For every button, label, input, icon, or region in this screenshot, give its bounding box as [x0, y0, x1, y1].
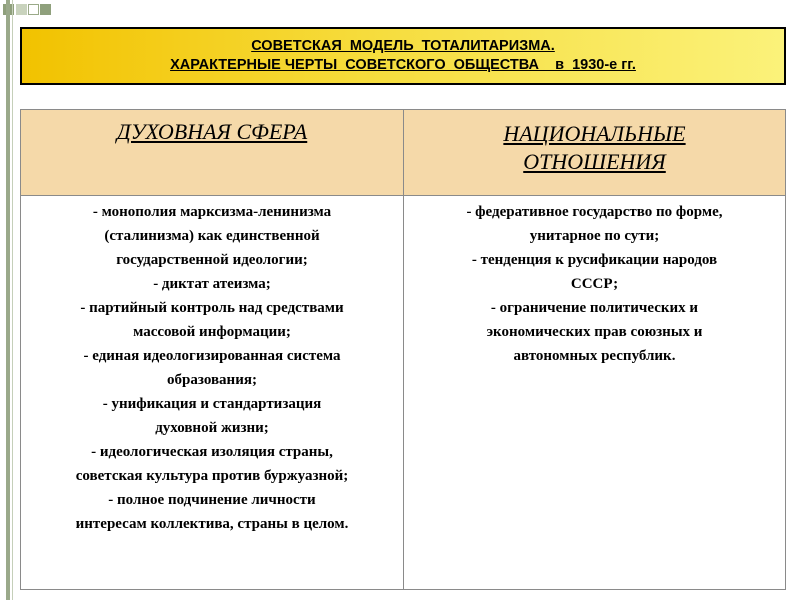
decor-square	[40, 4, 51, 15]
cell-line: - партийный контроль над средствами	[80, 300, 344, 316]
cell-line: государственной идеологии;	[116, 252, 308, 268]
decor-vertical-line-thin	[12, 0, 13, 600]
cell-line: - федеративное государство по форме,	[466, 204, 723, 220]
header-text: ДУХОВНАЯ СФЕРА	[116, 119, 308, 144]
header-spiritual-sphere	[21, 110, 404, 196]
cell-line: - ограничение политических и	[490, 300, 699, 316]
cell-line: духовной жизни;	[155, 420, 269, 436]
decorative-squares	[0, 0, 800, 22]
cell-line: - идеологическая изоляция страны,	[91, 444, 333, 460]
cell-line: интересам коллектива, страны в целом.	[75, 516, 349, 532]
slide-title-line-1: СОВЕТСКАЯ МОДЕЛЬ ТОТАЛИТАРИЗМА.	[251, 38, 555, 54]
cell-line: массовой информации;	[133, 324, 291, 340]
decor-square	[16, 4, 27, 15]
slide-title-line-2: ХАРАКТЕРНЫЕ ЧЕРТЫ СОВЕТСКОГО ОБЩЕСТВА в 1930-е гг.	[170, 57, 636, 73]
cell-line: - унификация и стандартизация	[102, 396, 322, 412]
cell-line: образования;	[167, 372, 257, 388]
slide-title-box	[20, 27, 786, 85]
national-relations-cell	[404, 196, 786, 590]
decor-square	[28, 4, 39, 15]
header-national-relations	[404, 110, 786, 196]
table-header-row	[21, 110, 786, 196]
table-body-row	[21, 196, 786, 590]
decor-vertical-line	[6, 0, 10, 600]
cell-line: - монополия марксизма-ленинизма	[92, 204, 332, 220]
cell-line: унитарное по сути;	[529, 228, 660, 244]
features-table	[20, 109, 786, 590]
header-text: ОТНОШЕНИЯ	[523, 149, 666, 174]
cell-line: (сталинизма) как единственной	[104, 228, 320, 244]
cell-line: СССР;	[570, 276, 619, 292]
cell-line: - диктат атеизма;	[153, 276, 271, 292]
cell-line: - единая идеологизированная система	[83, 348, 341, 364]
cell-line: - тенденция к русификации народов	[471, 252, 718, 268]
cell-line: экономических прав союзных и	[486, 324, 703, 340]
header-text: НАЦИОНАЛЬНЫЕ	[503, 121, 686, 146]
cell-line: автономных республик.	[513, 348, 676, 364]
spiritual-sphere-cell	[21, 196, 404, 590]
cell-line: советская культура против буржуазной;	[75, 468, 349, 484]
cell-line: - полное подчинение личности	[108, 492, 316, 508]
